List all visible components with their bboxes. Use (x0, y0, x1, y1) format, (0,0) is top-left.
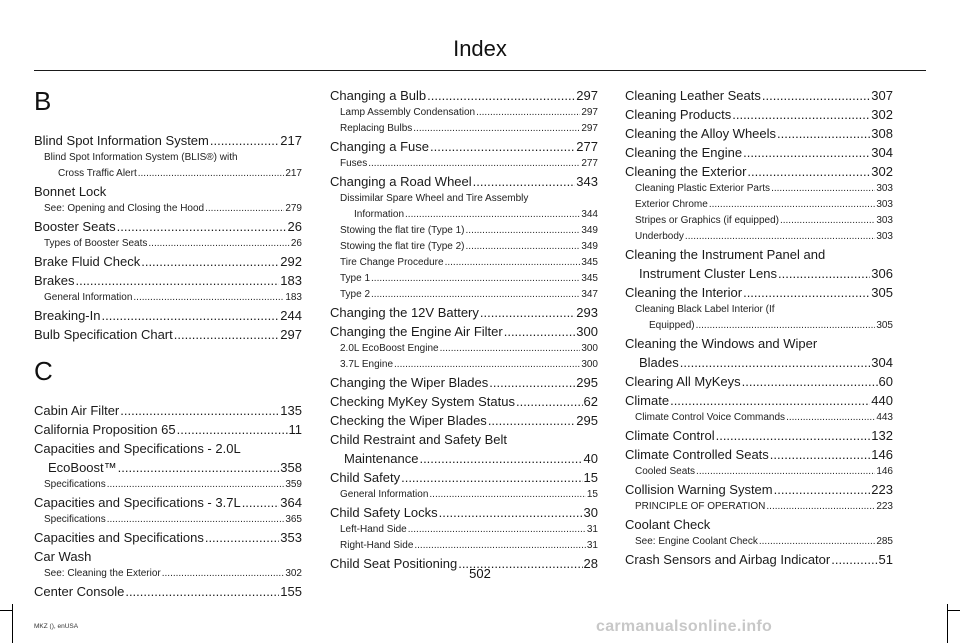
header-rule (34, 70, 926, 71)
entry-text: PRINCIPLE OF OPERATION (635, 501, 766, 512)
leader-dots (780, 213, 875, 229)
index-entry[interactable] (625, 143, 893, 162)
index-entry[interactable] (625, 124, 893, 143)
entry-text: Types of Booster Seats (44, 238, 148, 249)
entry-page: 308 (871, 126, 893, 141)
entry-text: Cabin Air Filter (34, 403, 120, 418)
entry-page: 60 (878, 374, 893, 389)
section-letter: C (34, 356, 53, 386)
index-entry[interactable] (625, 334, 893, 372)
entry-text: Cleaning Leather Seats (625, 88, 761, 103)
entry-page: 303 (876, 183, 893, 194)
entry-text: Brake Fluid Check (34, 254, 141, 269)
entry-text: Cleaning the Instrument Panel and (625, 247, 826, 262)
entry-page: 307 (871, 88, 893, 103)
entry-page: 306 (871, 266, 893, 281)
index-entry[interactable] (330, 303, 598, 322)
leader-dots (696, 464, 875, 480)
leader-dots (480, 303, 575, 322)
entry-page: 344 (581, 209, 598, 220)
leader-dots (488, 411, 575, 430)
entry-page: 302 (871, 164, 893, 179)
index-column-3 (625, 86, 893, 569)
entry-page: 295 (576, 413, 598, 428)
entry-text: Crash Sensors and Airbag Indicator (625, 552, 831, 567)
leader-dots (427, 86, 575, 105)
entry-text: Fuses (340, 158, 368, 169)
entry-text: 2.0L EcoBoost Engine (340, 343, 439, 354)
leader-dots (141, 252, 279, 271)
entry-text: Cleaning Plastic Exterior Parts (635, 183, 771, 194)
entry-text: Changing the Engine Air Filter (330, 324, 503, 339)
index-subentry[interactable] (330, 191, 598, 223)
leader-dots (743, 143, 870, 162)
leader-dots (401, 468, 582, 487)
entry-page: 155 (280, 584, 302, 599)
index-entry[interactable] (34, 582, 302, 601)
index-subentry[interactable] (34, 150, 302, 182)
index-entry[interactable] (625, 391, 893, 410)
index-subentry[interactable] (330, 341, 598, 357)
entry-page: 15 (586, 489, 598, 500)
entry-page: 244 (280, 308, 302, 323)
index-entry[interactable] (625, 86, 893, 105)
entry-text: Bulb Specification Chart (34, 327, 173, 342)
index-entry[interactable] (330, 503, 598, 522)
leader-dots (476, 105, 580, 121)
index-entry[interactable] (330, 137, 598, 156)
index-subentry[interactable] (34, 236, 302, 252)
leader-dots (414, 538, 586, 554)
leader-dots (770, 445, 871, 464)
entry-page: 365 (285, 514, 302, 525)
entry-page: 217 (285, 168, 302, 179)
entry-page: 300 (581, 343, 598, 354)
entry-text: Car Wash (34, 549, 92, 564)
entry-text-continued: Instrument Cluster Lens (639, 266, 778, 281)
leader-dots (696, 318, 876, 334)
index-subentry[interactable] (625, 302, 893, 334)
entry-text: General Information (44, 292, 133, 303)
leader-dots (766, 499, 875, 515)
entry-text: Lamp Assembly Condensation (340, 107, 476, 118)
index-subentry[interactable] (330, 121, 598, 137)
index-entry[interactable] (34, 439, 302, 477)
entry-text: Stripes or Graphics (if equipped) (635, 215, 779, 226)
entry-page: 11 (288, 422, 302, 437)
entry-text-continued: Blades (639, 355, 679, 370)
entry-text: Brakes (34, 273, 75, 288)
entry-text: See: Cleaning the Exterior (44, 568, 161, 579)
entry-text: Coolant Check (625, 517, 711, 532)
index-subentry[interactable] (625, 534, 893, 550)
crop-mark-right-horizontal (947, 610, 960, 611)
index-entry[interactable] (34, 401, 302, 420)
leader-dots (680, 353, 871, 372)
entry-page: 31 (586, 540, 598, 551)
entry-text: Climate (625, 393, 670, 408)
leader-dots (504, 322, 576, 341)
index-subentry[interactable] (625, 410, 893, 426)
entry-text: General Information (340, 489, 429, 500)
index-entry[interactable] (625, 283, 893, 302)
entry-page: 297 (581, 123, 598, 134)
entry-text: Climate Control Voice Commands (635, 412, 786, 423)
index-entry[interactable] (625, 372, 893, 391)
entry-page: 223 (876, 501, 893, 512)
leader-dots (133, 290, 284, 306)
entry-text: Type 2 (340, 289, 371, 300)
entry-text: Checking the Wiper Blades (330, 413, 487, 428)
leader-dots (786, 410, 875, 426)
leader-dots (774, 480, 871, 499)
index-subentry[interactable] (330, 223, 598, 239)
entry-page: 300 (576, 324, 598, 339)
leader-dots (107, 477, 285, 493)
index-subentry[interactable] (625, 197, 893, 213)
leader-dots (747, 162, 870, 181)
leader-dots (148, 236, 289, 252)
index-entry[interactable] (34, 420, 302, 439)
entry-page: 303 (876, 231, 893, 242)
index-subentry[interactable] (330, 287, 598, 303)
entry-text: Bonnet Lock (34, 184, 107, 199)
index-entry[interactable] (625, 445, 893, 464)
entry-text: Cleaning the Windows and Wiper (625, 336, 818, 351)
index-subentry[interactable] (330, 357, 598, 373)
index-entry[interactable] (330, 468, 598, 487)
index-entry[interactable] (330, 392, 598, 411)
index-subentry[interactable] (625, 499, 893, 515)
entry-page: 183 (285, 292, 302, 303)
entry-page: 40 (583, 451, 598, 466)
entry-text: See: Engine Coolant Check (635, 536, 758, 547)
leader-dots (117, 217, 287, 236)
entry-page: 349 (581, 225, 598, 236)
entry-text: Specifications (44, 514, 106, 525)
entry-page: 135 (280, 403, 302, 418)
entry-page: 295 (576, 375, 598, 390)
entry-page: 364 (280, 495, 302, 510)
index-entry[interactable] (625, 480, 893, 499)
entry-page: 297 (581, 107, 598, 118)
entry-page: 304 (871, 145, 893, 160)
watermark: carmanualsonline.info (596, 618, 773, 635)
entry-page: 305 (876, 320, 893, 331)
index-entry[interactable] (330, 172, 598, 191)
leader-dots (516, 392, 583, 411)
entry-page: 15 (583, 470, 598, 485)
leader-dots (205, 201, 284, 217)
entry-text: Left-Hand Side (340, 524, 407, 535)
entry-page: 303 (876, 199, 893, 210)
index-subentry[interactable] (34, 477, 302, 493)
index-entry[interactable] (34, 217, 302, 236)
entry-page: 146 (876, 466, 893, 477)
index-entry[interactable] (330, 430, 598, 468)
index-subentry[interactable] (625, 464, 893, 480)
leader-dots (125, 582, 279, 601)
entry-text: Changing a Road Wheel (330, 174, 472, 189)
index-entry[interactable] (34, 528, 302, 547)
page-title: Index (453, 36, 507, 61)
index-entry[interactable] (330, 373, 598, 392)
section-letter: B (34, 86, 52, 116)
entry-page: 358 (280, 460, 302, 475)
page-number: 502 (469, 566, 491, 581)
entry-text: Collision Warning System (625, 482, 773, 497)
leader-dots (413, 121, 580, 137)
entry-text: Capacities and Specifications (34, 530, 204, 545)
entry-text: Blind Spot Information System (BLIS®) with (44, 152, 238, 163)
entry-text: Blind Spot Information System (34, 133, 209, 148)
leader-dots (466, 239, 581, 255)
entry-page: 28 (583, 556, 598, 571)
leader-dots (138, 166, 285, 182)
entry-page: 349 (581, 241, 598, 252)
entry-page: 277 (581, 158, 598, 169)
entry-page: 279 (285, 203, 302, 214)
leader-dots (177, 420, 288, 439)
leader-dots (716, 426, 871, 445)
entry-page: 345 (581, 273, 598, 284)
index-subentry[interactable] (330, 522, 598, 538)
leader-dots (371, 287, 580, 303)
entry-page: 26 (290, 238, 302, 249)
entry-page: 347 (581, 289, 598, 300)
entry-text: See: Opening and Closing the Hood (44, 203, 205, 214)
entry-page: 297 (280, 327, 302, 342)
entry-page: 359 (285, 479, 302, 490)
index-column-1 (34, 86, 302, 601)
index-entry[interactable] (34, 306, 302, 325)
leader-dots (118, 458, 280, 477)
index-subentry[interactable] (34, 290, 302, 306)
entry-text: Stowing the flat tire (Type 2) (340, 241, 465, 252)
index-entry[interactable] (34, 325, 302, 344)
leader-dots (732, 105, 870, 124)
entry-page: 343 (576, 174, 598, 189)
leader-dots (445, 255, 581, 271)
index-subentry[interactable] (34, 201, 302, 217)
index-entry[interactable] (34, 271, 302, 290)
entry-text: Capacities and Specifications - 3.7L (34, 495, 241, 510)
index-entry[interactable] (34, 182, 302, 201)
entry-text: Tire Change Procedure (340, 257, 444, 268)
index-entry[interactable] (34, 252, 302, 271)
entry-page: 277 (576, 139, 598, 154)
leader-dots (75, 271, 279, 290)
entry-text: Child Safety (330, 470, 401, 485)
leader-dots (405, 207, 580, 223)
entry-page: 304 (871, 355, 893, 370)
entry-text: Changing a Fuse (330, 139, 430, 154)
entry-text: Cleaning Products (625, 107, 732, 122)
entry-page: 443 (876, 412, 893, 423)
index-entry[interactable] (625, 245, 893, 283)
index-entry[interactable] (330, 322, 598, 341)
entry-page: 292 (280, 254, 302, 269)
entry-page: 26 (287, 219, 302, 234)
entry-text: Cleaning Black Label Interior (If (635, 304, 775, 315)
leader-dots (107, 512, 285, 528)
entry-page: 345 (581, 257, 598, 268)
index-entry[interactable] (330, 86, 598, 105)
entry-page: 302 (285, 568, 302, 579)
entry-page: 302 (871, 107, 893, 122)
entry-page: 30 (583, 505, 598, 520)
index-entry[interactable] (34, 131, 302, 150)
index-entry[interactable] (625, 426, 893, 445)
entry-text-continued: EcoBoost™ (48, 460, 117, 475)
entry-page: 297 (576, 88, 598, 103)
index-subentry[interactable] (330, 255, 598, 271)
entry-page: 223 (871, 482, 893, 497)
leader-dots (473, 172, 576, 191)
index-column-2 (330, 86, 598, 573)
entry-text: Checking MyKey System Status (330, 394, 515, 409)
leader-dots (762, 86, 870, 105)
index-subentry[interactable] (34, 512, 302, 528)
entry-text: Capacities and Specifications - 2.0L (34, 441, 241, 456)
entry-text: Changing the 12V Battery (330, 305, 479, 320)
index-subentry[interactable] (330, 271, 598, 287)
entry-page: 31 (586, 524, 598, 535)
index-subentry[interactable] (330, 487, 598, 503)
entry-page: 183 (280, 273, 302, 288)
entry-page: 62 (583, 394, 598, 409)
entry-text: Stowing the flat tire (Type 1) (340, 225, 465, 236)
index-entry[interactable] (34, 493, 302, 512)
entry-text: Climate Control (625, 428, 715, 443)
entry-text: Right-Hand Side (340, 540, 414, 551)
index-subentry[interactable] (330, 156, 598, 172)
entry-page: 146 (871, 447, 893, 462)
leader-dots (408, 522, 586, 538)
leader-dots (489, 373, 575, 392)
leader-dots (430, 137, 575, 156)
leader-dots (210, 131, 279, 150)
entry-text-continued: Equipped) (649, 320, 695, 331)
entry-text: Changing a Bulb (330, 88, 427, 103)
entry-page: 51 (878, 552, 893, 567)
leader-dots (777, 124, 870, 143)
entry-text: Dissimilar Spare Wheel and Tire Assembly (340, 193, 529, 204)
index-entry[interactable] (34, 547, 302, 566)
leader-dots (371, 271, 580, 287)
entry-text: Child Restraint and Safety Belt (330, 432, 508, 447)
leader-dots (439, 503, 583, 522)
entry-text-continued: Maintenance (344, 451, 419, 466)
index-subentry[interactable] (330, 239, 598, 255)
entry-text: Center Console (34, 584, 125, 599)
entry-text: Changing the Wiper Blades (330, 375, 489, 390)
leader-dots (670, 391, 870, 410)
entry-text: Underbody (635, 231, 684, 242)
leader-dots (759, 534, 875, 550)
leader-dots (242, 493, 280, 512)
entry-text: Child Safety Locks (330, 505, 438, 520)
index-subentry[interactable] (625, 229, 893, 245)
index-subentry[interactable] (330, 538, 598, 554)
entry-page: 217 (280, 133, 302, 148)
entry-text: Cleaning the Alloy Wheels (625, 126, 777, 141)
leader-dots (778, 264, 870, 283)
leader-dots (429, 487, 585, 503)
entry-text: Child Seat Positioning (330, 556, 458, 571)
index-subentry[interactable] (625, 213, 893, 229)
leader-dots (709, 197, 876, 213)
index-entry[interactable] (625, 515, 893, 534)
leader-dots (742, 372, 878, 391)
leader-dots (419, 449, 582, 468)
entry-page: 285 (876, 536, 893, 547)
leader-dots (205, 528, 279, 547)
leader-dots (101, 306, 279, 325)
entry-text: Cooled Seats (635, 466, 696, 477)
index-subentry[interactable] (625, 181, 893, 197)
entry-text-continued: Information (354, 209, 405, 220)
leader-dots (174, 325, 280, 344)
entry-text: Cleaning the Engine (625, 145, 743, 160)
leader-dots (394, 357, 580, 373)
entry-page: 440 (871, 393, 893, 408)
leader-dots (771, 181, 875, 197)
entry-page: 353 (280, 530, 302, 545)
entry-text: Clearing All MyKeys (625, 374, 741, 389)
entry-text: Exterior Chrome (635, 199, 708, 210)
entry-text: 3.7L Engine (340, 359, 394, 370)
leader-dots (440, 341, 581, 357)
entry-text: Breaking-In (34, 308, 101, 323)
index-subentry[interactable] (330, 105, 598, 121)
leader-dots (368, 156, 580, 172)
entry-page: 132 (871, 428, 893, 443)
leader-dots (743, 283, 870, 302)
index-entry[interactable] (625, 105, 893, 124)
entry-text: Climate Controlled Seats (625, 447, 769, 462)
entry-text: Replacing Bulbs (340, 123, 413, 134)
crop-mark-left-horizontal (0, 610, 13, 611)
entry-text: Specifications (44, 479, 106, 490)
entry-text-continued: Cross Traffic Alert (58, 168, 137, 179)
entry-page: 300 (581, 359, 598, 370)
entry-text: Cleaning the Exterior (625, 164, 747, 179)
index-entry[interactable] (330, 411, 598, 430)
footer-code: MKZ (), enUSA (34, 623, 79, 630)
leader-dots (466, 223, 581, 239)
entry-text: California Proposition 65 (34, 422, 176, 437)
entry-page: 305 (871, 285, 893, 300)
leader-dots (685, 229, 875, 245)
leader-dots (120, 401, 279, 420)
entry-text: Type 1 (340, 273, 371, 284)
entry-page: 303 (876, 215, 893, 226)
entry-text: Booster Seats (34, 219, 116, 234)
entry-text: Cleaning the Interior (625, 285, 743, 300)
index-entry[interactable] (625, 162, 893, 181)
entry-page: 293 (576, 305, 598, 320)
